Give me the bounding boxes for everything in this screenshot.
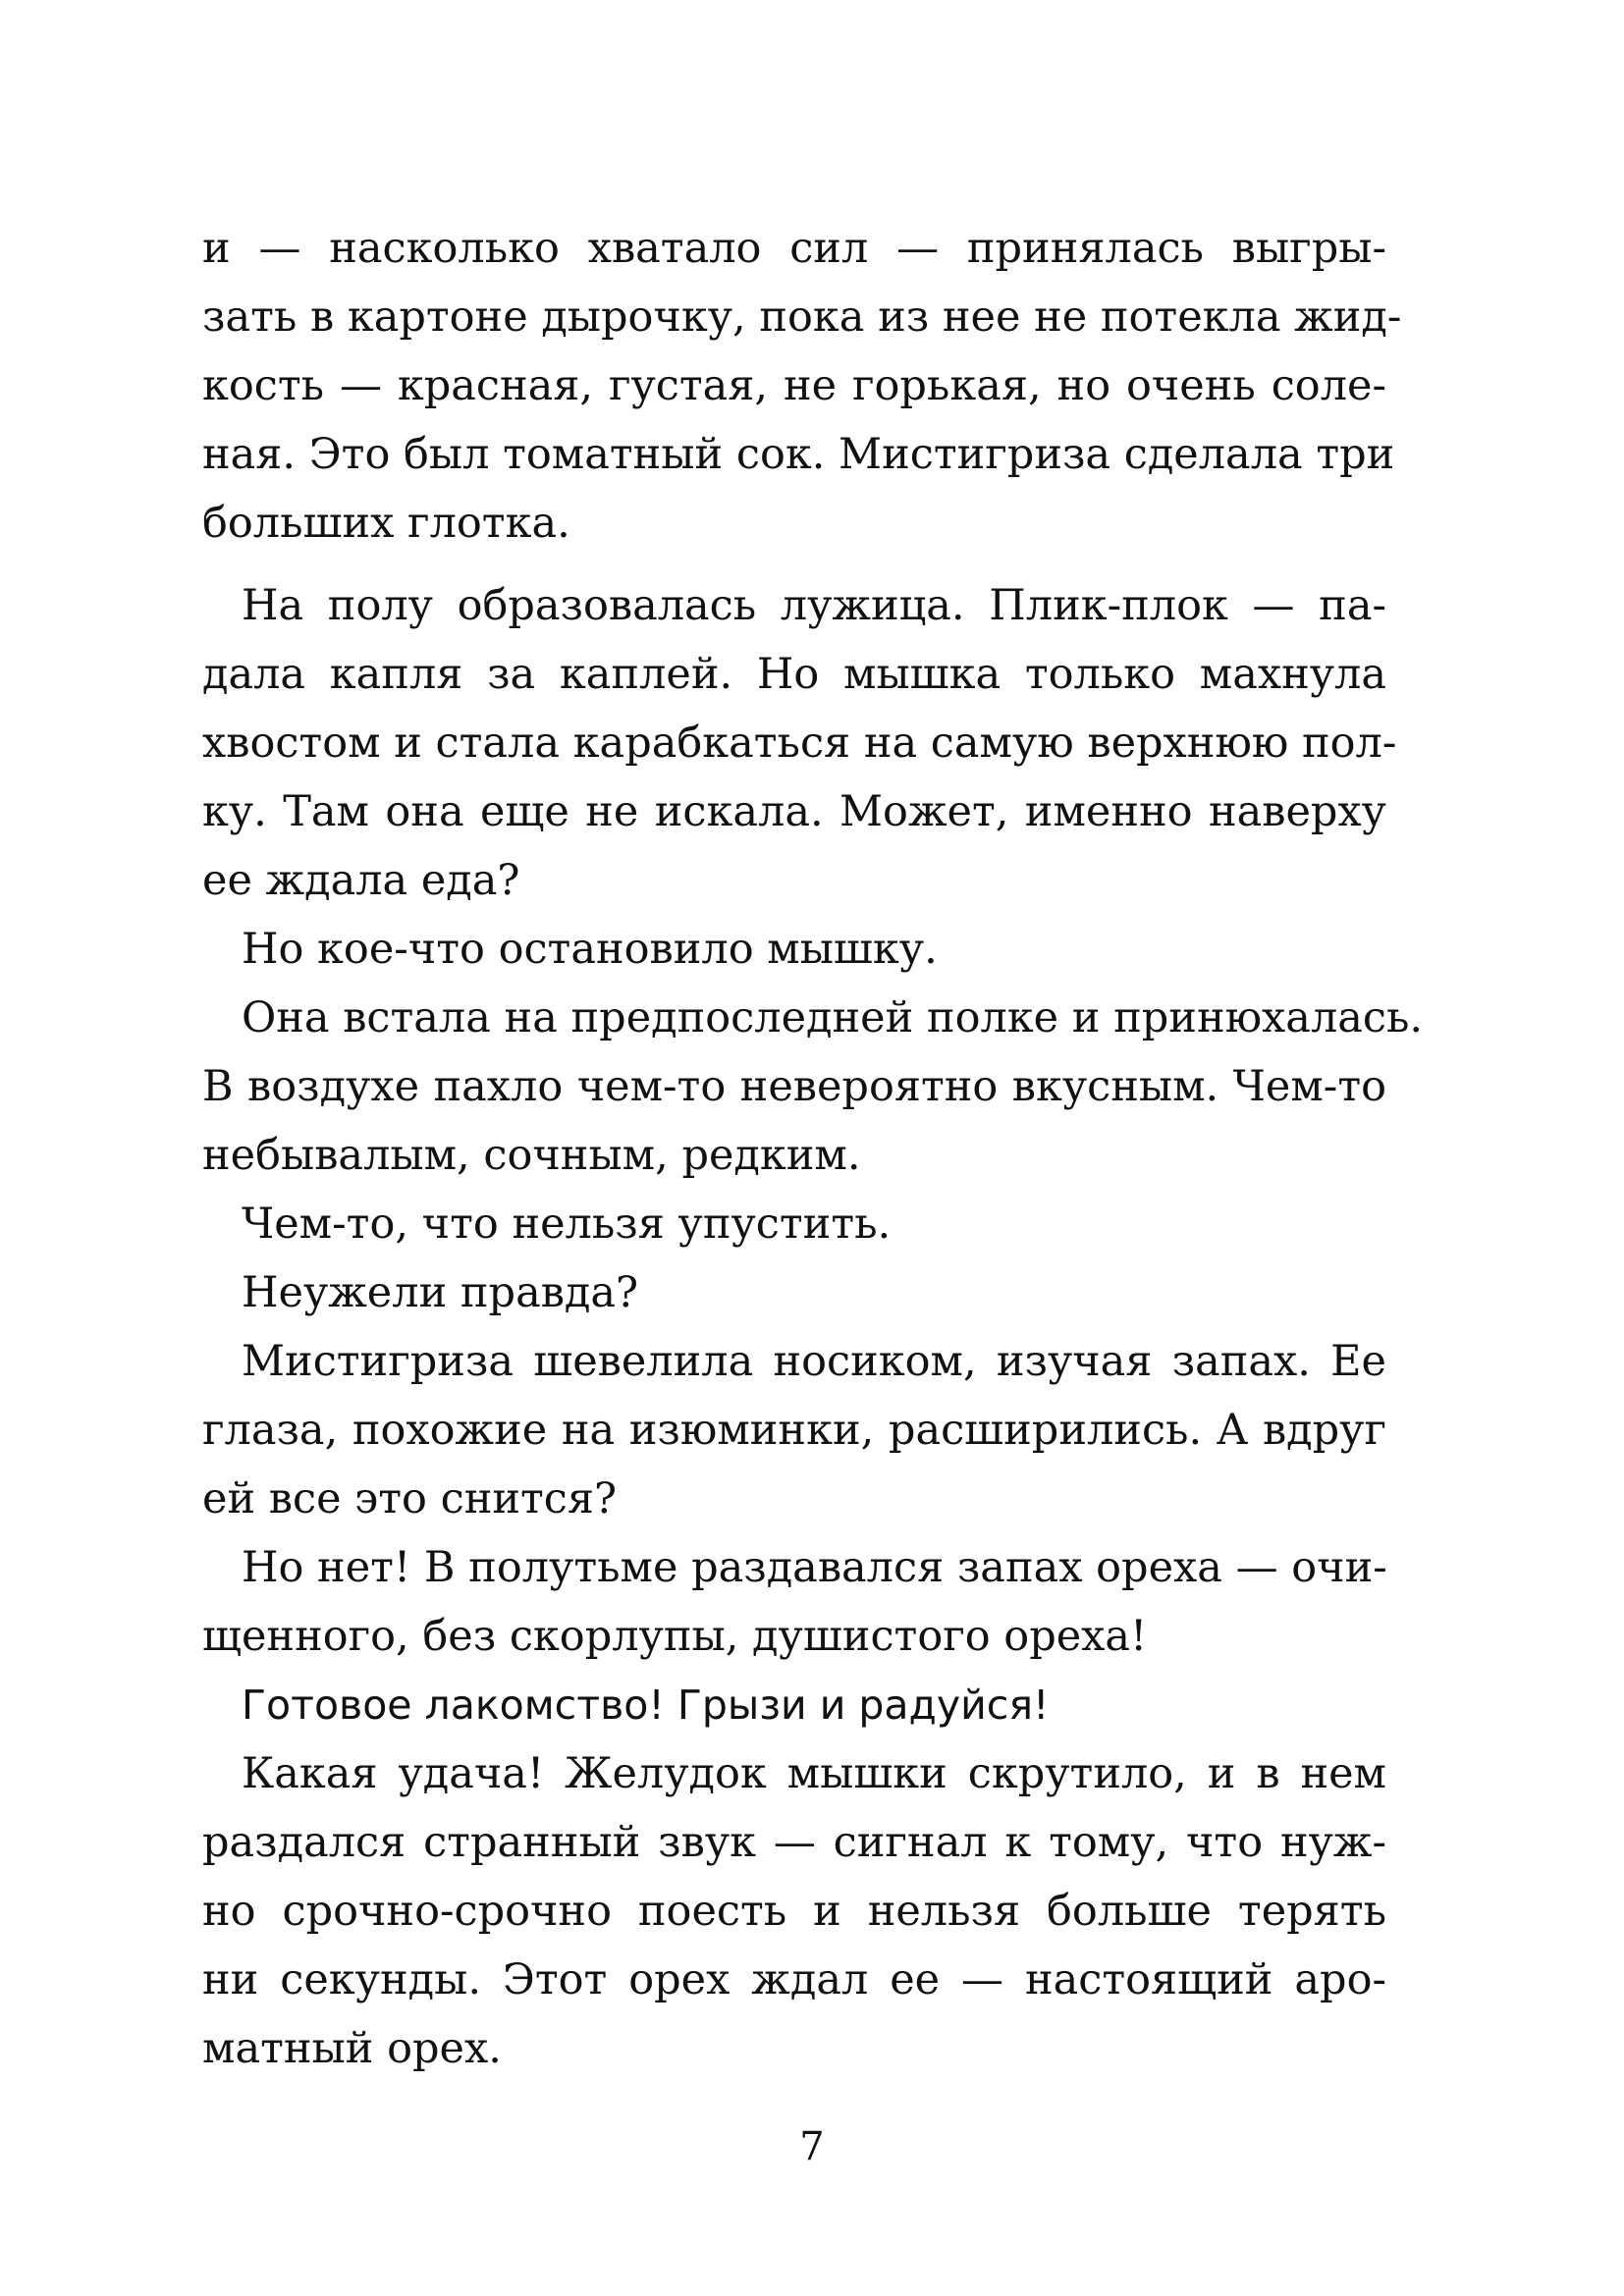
- body-text: [202, 214, 1424, 2083]
- text-line: Но кое-что остановило мышку.: [242, 925, 938, 974]
- text-line: кость — красная, густая, не горькая, но очень соле-: [202, 361, 1386, 410]
- text-line: небывалым, сочным, редким.: [202, 1131, 861, 1180]
- text-line: хвостом и стала карабкаться на самую верхнюю пол-: [202, 719, 1397, 768]
- text-line: зать в картоне дырочку, пока из нее не потекла жид-: [202, 293, 1402, 342]
- text-line: дала капля за каплей. Но мышка только махнула: [202, 650, 1386, 699]
- text-line: В воздухе пахло чем-то невероятно вкусным. Чем-то: [202, 1062, 1386, 1111]
- text-line: Она встала на предпоследней полке и принюхалась.: [242, 993, 1424, 1042]
- text-line: матный орех.: [202, 2024, 502, 2073]
- emphasized-line: Готовое лакомство! Грызи и радуйся!: [242, 1682, 1050, 1729]
- text-line: глаза, похожие на изюминки, расширились. А вдруг: [202, 1406, 1386, 1455]
- text-line: ку. Там она еще не искала. Может, именно наверху: [202, 787, 1386, 836]
- text-line: но срочно-срочно поесть и нельзя больше терять: [202, 1887, 1386, 1936]
- text-line: ей все это снится?: [202, 1474, 618, 1523]
- text-line: ни секунды. Этот орех ждал ее — настоящий аро-: [202, 1955, 1386, 2004]
- page-number: 7: [799, 2124, 825, 2169]
- text-line: На полу образовалась лужица. Плик-плок — па-: [242, 581, 1386, 630]
- text-line: больших глотка.: [202, 499, 570, 548]
- text-line: Но нет! В полутьме раздавался запах ореха — очи-: [242, 1543, 1387, 1592]
- text-line: Какая удача! Желудок мышки скрутило, и в нем: [242, 1749, 1386, 1798]
- text-line: ее ждала еда?: [202, 856, 520, 905]
- text-line: Чем-то, что нельзя упустить.: [242, 1200, 892, 1249]
- text-line: щенного, без скорлупы, душистого ореха!: [202, 1612, 1148, 1661]
- text-line: и — насколько хватало сил — принялась выгры-: [202, 224, 1386, 273]
- text-line: раздался странный звук — сигнал к тому, что нуж-: [202, 1818, 1386, 1867]
- text-line: Мистигриза шевелила носиком, изучая запах. Ее: [242, 1337, 1386, 1386]
- text-line: ная. Это был томатный сок. Мистигриза сделала три: [202, 430, 1395, 479]
- text-line: Неужели правда?: [242, 1268, 639, 1317]
